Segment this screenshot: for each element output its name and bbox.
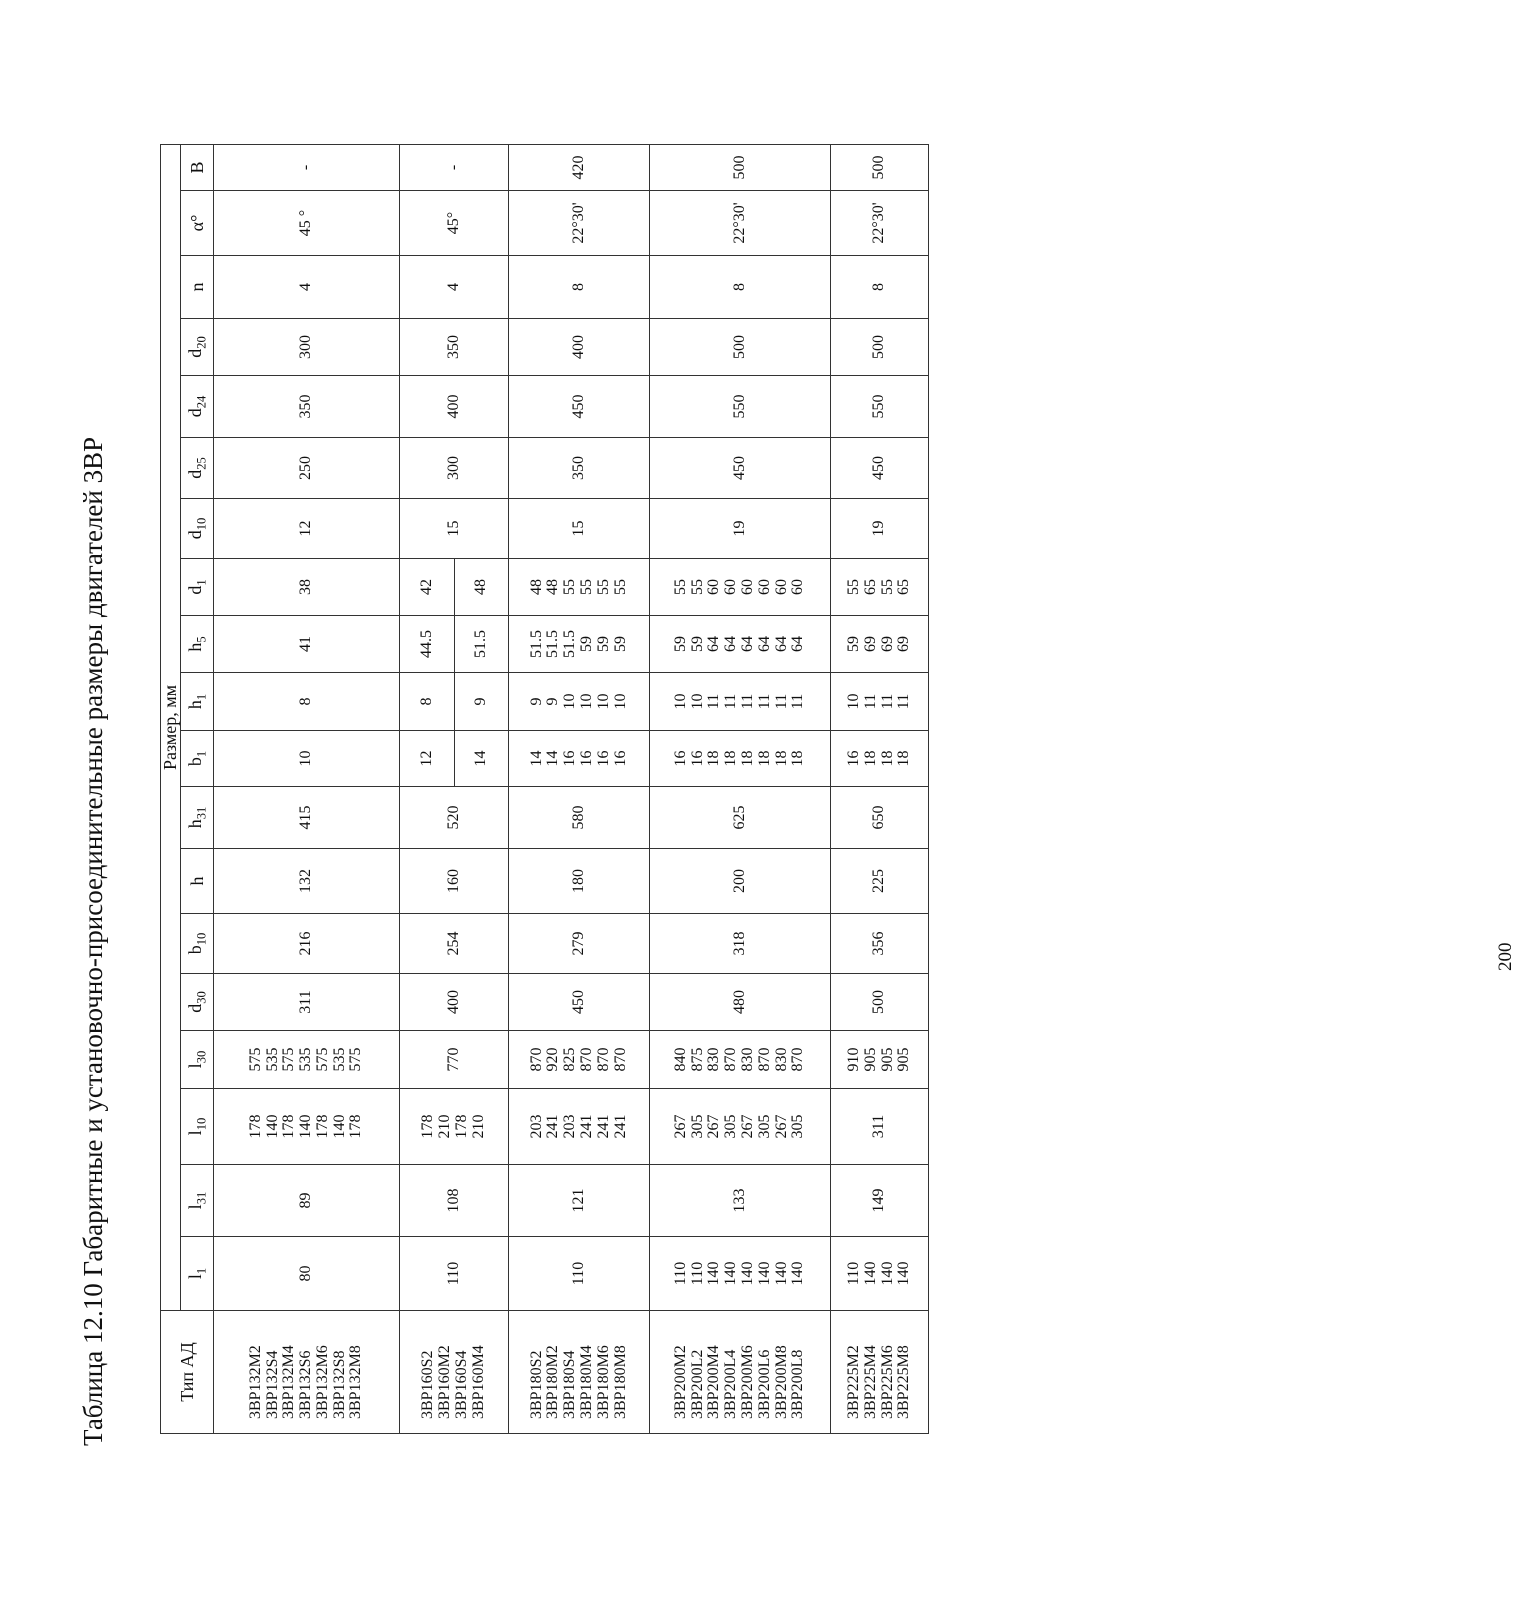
cell-value: 18 [895, 750, 913, 767]
cell-value: 18 [705, 750, 723, 767]
cell-d25: 450 [831, 438, 929, 499]
cell-d1 [831, 559, 929, 616]
cell-b10: 279 [509, 914, 650, 974]
motor-type: 3ВР160М2 [436, 1345, 454, 1419]
cell-value: 64 [739, 636, 756, 652]
cell-l30 [509, 1031, 650, 1089]
cell-l1: 110 [509, 1237, 650, 1311]
cell-d30: 480 [650, 974, 831, 1031]
cell-value: 870 [789, 1047, 807, 1072]
cell-value: 140 [330, 1114, 348, 1139]
cell-d1: 38 [214, 559, 400, 616]
col-alpha: α° [181, 191, 214, 256]
cell-value: 178 [280, 1114, 298, 1139]
cell-value: 241 [594, 1114, 612, 1139]
cell-h: 225 [831, 849, 929, 914]
cell-value: 11 [789, 693, 807, 710]
col-h5: $h_5$ [181, 616, 214, 673]
cell-value: 55 [688, 579, 706, 595]
cell-value: 575 [246, 1047, 264, 1072]
cell-value: 10 [578, 693, 595, 710]
cell-value: 60 [722, 579, 740, 595]
cell-value: 64 [755, 636, 773, 652]
cell-value: 18 [755, 750, 773, 767]
type-header: Тип АД [161, 1311, 214, 1434]
cell-b1 [831, 731, 929, 787]
cell-d30: 450 [509, 974, 650, 1031]
cell-l1 [650, 1237, 831, 1311]
motor-type: 3ВР160S2 [419, 1350, 437, 1419]
motor-type: 3ВР132М2 [246, 1345, 264, 1419]
cell-h5: 44.5 [400, 616, 455, 673]
cell-value: 870 [755, 1047, 773, 1072]
cell-h5 [509, 616, 650, 673]
cell-value: 11 [755, 693, 773, 710]
table-row-group [400, 145, 455, 1434]
cell-value: 48 [527, 579, 545, 595]
cell-value: 140 [705, 1261, 723, 1286]
cell-d20: 300 [214, 319, 400, 376]
cell-value: 870 [527, 1047, 545, 1072]
cell-value: 110 [688, 1261, 706, 1286]
cell-l30: 770 [400, 1031, 509, 1089]
table-row-group [650, 145, 831, 1434]
col-d10: $d_{10}$ [181, 499, 214, 559]
cell-value: 140 [755, 1261, 773, 1286]
col-B: B [181, 145, 214, 191]
cell-d25: 250 [214, 438, 400, 499]
cell-value: 59 [611, 636, 629, 652]
cell-value: 60 [755, 579, 773, 595]
cell-value: 11 [772, 693, 790, 710]
cell-h5 [650, 616, 831, 673]
cell-value: 51.5 [544, 630, 562, 658]
cell-value: 55 [561, 579, 579, 595]
cell-value: 10 [594, 693, 612, 710]
cell-value: 210 [436, 1114, 454, 1139]
cell-value: 178 [347, 1114, 365, 1139]
cell-b10: 216 [214, 914, 400, 974]
cell-value: 305 [789, 1114, 807, 1139]
cell-value: 10 [844, 693, 862, 710]
col-d30: $d_{30}$ [181, 974, 214, 1031]
cell-h: 180 [509, 849, 650, 914]
motor-type: 3ВР180М8 [611, 1345, 629, 1419]
cell-value: 140 [861, 1261, 879, 1286]
motor-type: 3ВР132S6 [297, 1350, 315, 1419]
table-row-group [214, 145, 400, 1434]
cell-value: 16 [611, 750, 629, 767]
cell-value: 905 [861, 1047, 879, 1072]
motor-type: 3ВР132S4 [263, 1350, 281, 1419]
cell-l31: 149 [831, 1165, 929, 1237]
cell-value: 55 [878, 579, 896, 595]
cell-d1 [509, 559, 650, 616]
cell-d20: 500 [650, 319, 831, 376]
cell-value: 59 [578, 636, 595, 652]
cell-h31: 650 [831, 787, 929, 849]
cell-value: 64 [772, 636, 790, 652]
col-n: n [181, 256, 214, 319]
cell-h5 [831, 616, 929, 673]
cell-d30: 500 [831, 974, 929, 1031]
cell-d24: 550 [650, 376, 831, 438]
cell-l1: 80 [214, 1237, 400, 1311]
motor-type-cell [831, 1311, 929, 1434]
motor-type: 3ВР180S2 [527, 1350, 545, 1419]
cell-value: 11 [861, 693, 879, 710]
motor-type-cell [650, 1311, 831, 1434]
col-l30: $l_{30}$ [181, 1031, 214, 1089]
cell-B: - [400, 145, 509, 191]
motor-type: 3ВР180S4 [561, 1350, 579, 1419]
motor-type: 3ВР180М2 [544, 1345, 562, 1419]
page-number: 200 [1495, 942, 1516, 971]
cell-value: 11 [895, 693, 913, 710]
cell-value: 178 [453, 1114, 470, 1139]
cell-value: 905 [895, 1047, 913, 1072]
cell-value: 203 [561, 1114, 579, 1139]
motor-type: 3ВР225М6 [878, 1345, 896, 1419]
cell-value: 178 [313, 1114, 331, 1139]
cell-l1: 110 [400, 1237, 509, 1311]
cell-d24: 350 [214, 376, 400, 438]
cell-d24: 550 [831, 376, 929, 438]
cell-value: 18 [772, 750, 790, 767]
cell-value: 140 [297, 1114, 315, 1139]
cell-value: 14 [544, 750, 562, 767]
cell-value: 920 [544, 1047, 562, 1072]
cell-value: 140 [739, 1261, 756, 1286]
cell-alpha: 45 ° [214, 191, 400, 256]
cell-value: 870 [611, 1047, 629, 1072]
cell-alpha: 22°30' [509, 191, 650, 256]
cell-l30 [650, 1031, 831, 1089]
cell-value: 60 [789, 579, 807, 595]
cell-d1: 42 [400, 559, 455, 616]
cell-n: 4 [214, 256, 400, 319]
cell-value: 140 [878, 1261, 896, 1286]
cell-d24: 400 [400, 376, 509, 438]
cell-n: 8 [650, 256, 831, 319]
cell-value: 60 [772, 579, 790, 595]
cell-h1: 8 [214, 673, 400, 731]
cell-value: 55 [611, 579, 629, 595]
cell-h1: 9 [455, 673, 509, 731]
cell-value: 16 [578, 750, 595, 767]
cell-value: 60 [705, 579, 723, 595]
cell-d25: 300 [400, 438, 509, 499]
cell-value: 59 [671, 636, 689, 652]
cell-alpha: 45° [400, 191, 509, 256]
cell-value: 830 [772, 1047, 790, 1072]
cell-b1 [650, 731, 831, 787]
cell-b10: 318 [650, 914, 831, 974]
col-h1: $h_1$ [181, 673, 214, 731]
cell-value: 59 [844, 636, 862, 652]
cell-value: 18 [789, 750, 807, 767]
cell-value: 140 [895, 1261, 913, 1286]
cell-value: 825 [561, 1047, 579, 1072]
col-h: h [181, 849, 214, 914]
cell-value: 241 [544, 1114, 562, 1139]
col-b10: $b_{10}$ [181, 914, 214, 974]
size-header: Размер, мм [161, 145, 181, 1311]
cell-value: 575 [280, 1047, 298, 1072]
cell-value: 14 [527, 750, 545, 767]
motor-type: 3ВР132М6 [313, 1345, 331, 1419]
cell-h: 160 [400, 849, 509, 914]
cell-b1 [509, 731, 650, 787]
cell-value: 16 [671, 750, 689, 767]
cell-value: 18 [722, 750, 740, 767]
cell-b1: 12 [400, 731, 455, 787]
cell-value: 870 [722, 1047, 740, 1072]
dimensions-table [160, 144, 929, 1434]
motor-type: 3ВР180М4 [578, 1345, 595, 1419]
cell-value: 575 [313, 1047, 331, 1072]
cell-d10: 15 [400, 499, 509, 559]
cell-value: 535 [263, 1047, 281, 1072]
cell-d1: 48 [455, 559, 509, 616]
cell-alpha: 22°30' [650, 191, 831, 256]
cell-value: 875 [688, 1047, 706, 1072]
cell-h1 [509, 673, 650, 731]
cell-value: 267 [705, 1114, 723, 1139]
cell-l31: 89 [214, 1165, 400, 1237]
motor-type: 3ВР160М4 [469, 1345, 487, 1419]
cell-n: 4 [400, 256, 509, 319]
motor-type: 3ВР200М4 [705, 1345, 723, 1419]
cell-value: 69 [895, 636, 913, 652]
cell-h5: 41 [214, 616, 400, 673]
motor-type-cell [509, 1311, 650, 1434]
col-h31: $h_{31}$ [181, 787, 214, 849]
cell-value: 55 [578, 579, 595, 595]
cell-h31: 580 [509, 787, 650, 849]
cell-value: 241 [611, 1114, 629, 1139]
cell-value: 10 [671, 693, 689, 710]
cell-B: - [214, 145, 400, 191]
cell-b1: 10 [214, 731, 400, 787]
motor-type: 3ВР200L4 [722, 1349, 740, 1419]
cell-value: 575 [347, 1047, 365, 1072]
motor-type-cell [400, 1311, 509, 1434]
cell-h31: 520 [400, 787, 509, 849]
cell-d25: 450 [650, 438, 831, 499]
cell-h: 132 [214, 849, 400, 914]
cell-value: 870 [594, 1047, 612, 1072]
cell-value: 55 [844, 579, 862, 595]
cell-value: 840 [671, 1047, 689, 1072]
cell-value: 305 [755, 1114, 773, 1139]
cell-l10: 311 [831, 1089, 929, 1165]
motor-type: 3ВР160S4 [453, 1350, 470, 1419]
cell-value: 10 [688, 693, 706, 710]
cell-value: 140 [772, 1261, 790, 1286]
cell-value: 305 [688, 1114, 706, 1139]
cell-value: 64 [705, 636, 723, 652]
cell-value: 535 [297, 1047, 315, 1072]
cell-n: 8 [509, 256, 650, 319]
cell-h1: 8 [400, 673, 455, 731]
cell-value: 110 [671, 1261, 689, 1286]
cell-value: 305 [722, 1114, 740, 1139]
cell-h: 200 [650, 849, 831, 914]
cell-value: 178 [246, 1114, 264, 1139]
cell-value: 10 [561, 693, 579, 710]
col-d25: $d_{25}$ [181, 438, 214, 499]
col-l1: $l_1$ [181, 1237, 214, 1311]
col-l10: $l_{10}$ [181, 1089, 214, 1165]
cell-l31: 121 [509, 1165, 650, 1237]
motor-type: 3ВР200L2 [688, 1349, 706, 1419]
cell-alpha: 22°30' [831, 191, 929, 256]
cell-d10: 12 [214, 499, 400, 559]
cell-value: 16 [844, 750, 862, 767]
col-d24: $d_{24}$ [181, 376, 214, 438]
cell-value: 51.5 [561, 630, 579, 658]
cell-value: 241 [578, 1114, 595, 1139]
cell-value: 64 [789, 636, 807, 652]
cell-d30: 311 [214, 974, 400, 1031]
motor-type-cell [214, 1311, 400, 1434]
cell-value: 51.5 [527, 630, 545, 658]
motor-type: 3ВР225М4 [861, 1345, 879, 1419]
motor-type: 3ВР225М8 [895, 1345, 913, 1419]
motor-type: 3ВР200М8 [772, 1345, 790, 1419]
cell-l30 [214, 1031, 400, 1089]
cell-value: 11 [705, 693, 723, 710]
motor-type: 3ВР180М6 [594, 1345, 612, 1419]
cell-d24: 450 [509, 376, 650, 438]
cell-b10: 356 [831, 914, 929, 974]
cell-value: 905 [878, 1047, 896, 1072]
cell-b1: 14 [455, 731, 509, 787]
cell-value: 65 [861, 579, 879, 595]
cell-value: 55 [594, 579, 612, 595]
cell-value: 18 [878, 750, 896, 767]
cell-value: 11 [722, 693, 740, 710]
col-d1: $d_1$ [181, 559, 214, 616]
cell-d25: 350 [509, 438, 650, 499]
cell-value: 55 [671, 579, 689, 595]
cell-value: 16 [688, 750, 706, 767]
motor-type: 3ВР200L8 [789, 1349, 807, 1419]
motor-type: 3ВР132М8 [347, 1345, 365, 1419]
cell-B: 420 [509, 145, 650, 191]
cell-d1 [650, 559, 831, 616]
cell-value: 140 [722, 1261, 740, 1286]
cell-value: 267 [671, 1114, 689, 1139]
cell-value: 535 [330, 1047, 348, 1072]
cell-l30 [831, 1031, 929, 1089]
motor-type: 3ВР132М4 [280, 1345, 298, 1419]
cell-d20: 350 [400, 319, 509, 376]
cell-value: 11 [739, 693, 756, 710]
col-b1: $b_1$ [181, 731, 214, 787]
cell-value: 910 [844, 1047, 862, 1072]
cell-value: 11 [878, 693, 896, 710]
cell-value: 60 [739, 579, 756, 595]
cell-l10 [214, 1089, 400, 1165]
cell-value: 830 [739, 1047, 756, 1072]
cell-d10: 15 [509, 499, 650, 559]
motor-type: 3ВР225М2 [844, 1345, 862, 1419]
col-d20: $d_{20}$ [181, 319, 214, 376]
cell-d20: 500 [831, 319, 929, 376]
cell-value: 110 [844, 1261, 862, 1286]
cell-value: 18 [739, 750, 756, 767]
cell-d20: 400 [509, 319, 650, 376]
cell-h1 [650, 673, 831, 731]
cell-value: 830 [705, 1047, 723, 1072]
cell-d10: 19 [650, 499, 831, 559]
cell-h31: 415 [214, 787, 400, 849]
cell-value: 69 [878, 636, 896, 652]
cell-value: 210 [469, 1114, 487, 1139]
motor-type: 3ВР200L6 [755, 1349, 773, 1419]
cell-value: 64 [722, 636, 740, 652]
cell-value: 65 [895, 579, 913, 595]
cell-l1 [831, 1237, 929, 1311]
cell-value: 140 [789, 1261, 807, 1286]
cell-value: 59 [688, 636, 706, 652]
cell-B: 500 [650, 145, 831, 191]
cell-value: 69 [861, 636, 879, 652]
cell-value: 10 [611, 693, 629, 710]
cell-h5: 51.5 [455, 616, 509, 673]
cell-B: 500 [831, 145, 929, 191]
cell-l10 [400, 1089, 509, 1165]
motor-type: 3ВР200М2 [671, 1345, 689, 1419]
cell-d10: 19 [831, 499, 929, 559]
cell-value: 267 [772, 1114, 790, 1139]
cell-value: 16 [561, 750, 579, 767]
cell-value: 9 [544, 697, 562, 706]
cell-b10: 254 [400, 914, 509, 974]
cell-value: 870 [578, 1047, 595, 1072]
cell-h1 [831, 673, 929, 731]
cell-d30: 400 [400, 974, 509, 1031]
cell-l31: 133 [650, 1165, 831, 1237]
cell-l10 [650, 1089, 831, 1165]
cell-value: 178 [419, 1114, 437, 1139]
cell-l31: 108 [400, 1165, 509, 1237]
cell-value: 16 [594, 750, 612, 767]
table-row-group [831, 145, 929, 1434]
cell-value: 203 [527, 1114, 545, 1139]
cell-value: 267 [739, 1114, 756, 1139]
table-row-group [509, 145, 650, 1434]
col-l31: $l_{31}$ [181, 1165, 214, 1237]
cell-value: 140 [263, 1114, 281, 1139]
cell-value: 18 [861, 750, 879, 767]
cell-value: 59 [594, 636, 612, 652]
cell-value: 9 [527, 697, 545, 706]
cell-n: 8 [831, 256, 929, 319]
table-caption: Таблица 12.10 Габаритные и установочно-присоединительные размеры двигателей 3ВР [78, 436, 108, 1446]
cell-l10 [509, 1089, 650, 1165]
motor-type: 3ВР132S8 [330, 1350, 348, 1419]
cell-value: 48 [544, 579, 562, 595]
motor-type: 3ВР200М6 [739, 1345, 756, 1419]
cell-h31: 625 [650, 787, 831, 849]
